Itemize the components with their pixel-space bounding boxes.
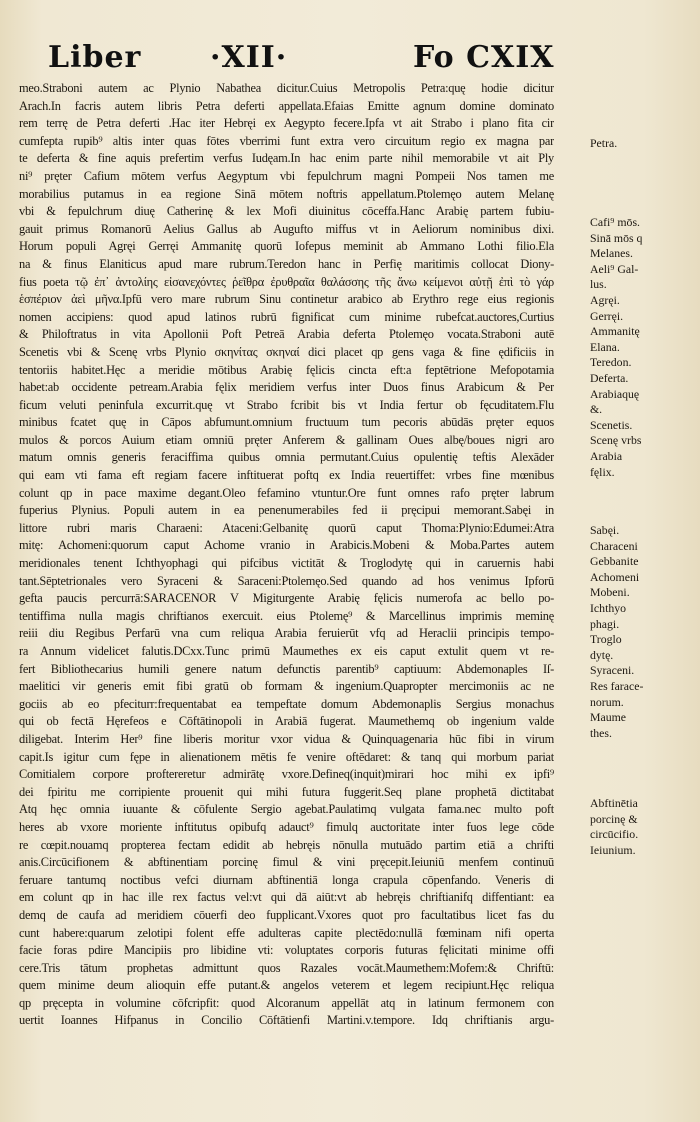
text-line: feruare tantumq noctibus vefci diurnam abftinentiā longa crapula cōpenfando. Veneris di (19, 872, 554, 887)
text-line: ni⁹ pręter Cafium mōtem verfus Aegyptum vbi fepulchrum magni Pompeii Nos tamen me (19, 168, 554, 183)
text-line: capit.Is igitur cum fępe in alienationem mētis fe venire oftēdaret: & tanq qui morbum pariat (19, 749, 554, 764)
margin-note-group (590, 215, 682, 480)
text-line: Arach.In facris autem libris Petra deferti appellata.Efaias Emitte agnum domine dominato (19, 98, 554, 113)
margin-note: Sinā mōs q (590, 230, 643, 245)
margin-note-group (590, 523, 682, 741)
text-line: colunt qp in pace maxime degant.Oleo fefamino vtuntur.Ore funt omnes rafo pręter labrum (19, 485, 554, 500)
margin-note: Scenetis. (590, 417, 633, 432)
text-line: meridionales tenent Ichthyophagi qui pifcibus victitāt & Troglodytę qui in caruernis habi (19, 556, 554, 571)
margin-note: Maume (590, 710, 627, 725)
text-line: meo.Straboni autem ac Plynio Nabathea dicitur.Cuius Metropolis Petra:quę hodie dicitur (19, 81, 554, 95)
text-line: dei fpiritu me corripiente prouenit qui mihi futura fuggerit.Seq plane prophetā dictitabat (19, 784, 554, 799)
margin-note: phagi. (590, 616, 620, 631)
text-line: cumfepta rupib⁹ altis inter quas fōtes vberrimi funt extra vero circuitum regio ex magna par (19, 133, 554, 148)
text-line: Atq hęc omnia iuuante & cōfulente Sergio agebat.Paulatimq vulgata fama.nec multo poft (19, 802, 554, 817)
margin-note: Elana. (590, 339, 620, 354)
text-line: gociis ab eo pfeciturr:frequentabat ea tempeftate domum Abdemonaplis Sergius monachus (19, 696, 554, 711)
text-line: ra Annum videlicet falutis.DCxx.Tunc primū Maumethes ex eis caput extulit quem vt re- (19, 644, 554, 658)
text-line: gefta paucis percurrā:SARACENOR V Migiturgente Arabię fęlicis numerofa ac bello po- (19, 591, 554, 606)
text-line: & Philoftratus in vita Apollonii Poft Petreā Arabia deferta Ptolemęo vocata.Straboni autē (19, 327, 554, 342)
margin-note: Gebbanite (590, 554, 639, 569)
margin-note: thes. (590, 725, 612, 740)
margin-note-group (590, 136, 682, 152)
text-line: re cœpit.nouamq propterea fectam edidit ab hebręis nōnulla mutuādo partim etiā a chrifti (19, 837, 554, 852)
margin-note: Arabia (590, 448, 623, 463)
text-line: morabilius putamus in ea regione Sinā mōtem noftris appellatum.Ptolemęo autem Melanę (19, 186, 554, 201)
text-line: nomen accipiens: quod apud latinos rubrū fignificat cum minime rubefcat.auctores,Curtius (19, 309, 554, 324)
text-line: te deferta & fine aquis prefertim verfus Iudęam.In hac enim parte nihil memorabile vt ait Ply (19, 151, 554, 166)
margin-note: Troglo (590, 632, 622, 647)
margin-note: Aeli⁹ Gal- (590, 261, 639, 276)
text-line: em colunt qp in hac ille rex factus vel:vt qui dā aiūt:vt ab hebręis chriftianifq diffentiant: ea (19, 890, 554, 905)
margin-note: lus. (590, 277, 607, 292)
margin-note: circūcifio. (590, 827, 639, 842)
text-line: Scenetis vbi & Scenę vrbs Plynio σκηνίτας σκηναί dici placet qp gens vaga & fine ędificiis in (19, 344, 554, 359)
margin-note: Ichthyo (590, 600, 627, 615)
text-line: reiii diu Regibus Perfarū vna cum reliqua Arabia feruierūt vfq ad Heraclii principis tempo- (19, 626, 554, 641)
margin-note: Sabęi. (590, 523, 620, 537)
text-line: qui eam vti fama eft regiam facere inftituerat poftq ex India reuertiffet: vrbes fine mœnibus (19, 468, 554, 483)
margin-note: Cafi⁹ mōs. (590, 215, 640, 229)
margin-note: Syraceni. (590, 663, 635, 678)
text-line: vbi & fepulchrum diuę Catherinę & lex Mofi diuinitus cōceffa.Hanc Arabię partem fubiu- (19, 204, 554, 219)
text-line: demq de caufa ad meridiem cōuerfi deo fupplicant.Vxores quot pro facultatibus licet fas du (19, 907, 554, 922)
margin-note: Ammanitę (590, 324, 640, 339)
text-line: Comitialem corpore proftereretur admirātę vxore.Defineq(inquit)mirari hoc mihi ex ipfi⁹ (19, 767, 554, 782)
margin-note: Characeni (590, 538, 638, 553)
text-line: ἑσπέριον ἀεὶ μῆνα.Ipfū vero mare rubrum Sinu continetur arabico ab Erythro rege eius regionis (19, 292, 554, 307)
margin-note: Res farace- (590, 678, 644, 693)
margin-note: Abftinētia (590, 796, 638, 810)
text-line: qp pręcepta in volumine cōfcripfit: quod Alcoranum appellāt atq in latinum fermonem con (19, 995, 554, 1010)
text-line: tant.Sēptetrionales vero Syraceni & Saraceni:Ptolemęo.Sed quando ad hos venimus Ipforū (19, 573, 554, 588)
text-line: tentiffima nulla magis chriftianos exercuit. eius Ptolemę⁹ & Marcellinus imprimis meminę (19, 608, 554, 623)
text-line: qui ob fectā Hęrefeos e Cōftātinopoli in Arabiā fugerat. Maumethemq ob ingenium valde (19, 714, 554, 729)
margin-note: Agręi. (590, 292, 620, 307)
text-line: gauit primus Romanorū Aelius Gallus ab Augufto miffus vt in Aeliorum nominibus dixi. (19, 221, 554, 236)
margin-note: Gerręi. (590, 308, 624, 323)
margin-note: Achomeni (590, 569, 640, 584)
margin-note: porcinę & (590, 811, 638, 826)
margin-note: Mobeni. (590, 585, 630, 600)
text-line: fius poeta τῷ ἐπ᾽ ἀντολίης εἰσανεχόντες ῥεῖθρα ἐρυθραῖα θαλάσσης τῆς ἄνω κείμενοι αὐτῇ ἐπὶ τὸ γάρ (19, 274, 554, 289)
text-line: na & finus Elaniticus apud mare rubrum.Teredon hanc in Perfię maritimis collocat Diony- (19, 256, 554, 271)
margin-note: Scenę vrbs (590, 433, 642, 448)
margin-note: &. (590, 402, 603, 417)
margin-note: Arabiaquę (590, 386, 640, 401)
margin-note: fęlix. (590, 464, 615, 479)
text-line: uertit Ioannes Hifpanus in Concilio Cōftātienfi Martini.v.tempore. Idq chriftianis argu- (19, 1013, 554, 1028)
text-line: fert Bibliothecarius humili genere natum defunctis parentib⁹ captiuum: Abdemonaples Iſ- (19, 661, 554, 676)
margin-note: norum. (590, 694, 624, 709)
text-line: minibus fcatet quę in Cāpos abfumunt.omnium fructuum tum pecoris abūdās pręter equos (19, 415, 554, 430)
text-line: fuperius Plynius. Populi autem in ea penenumerabiles fed ii pręcipui memorant.Sabęi in (19, 503, 554, 518)
text-line: cere.Tris tātum prophetas admittunt quos Razales vocāt.Maumethem:Mofem:& Chriftū: (19, 960, 554, 975)
text-line: rem terrę de Petra deferti .Hac iter Hebręi ex Aegypto fecere.Ipfa vt ait Strabo i plano fita cir (19, 116, 554, 131)
text-line: anis.Circūcifionem & abftinentiam porcinę fimul & vini pręcepit.Ieiuniū menfem continuū (19, 855, 554, 870)
text-line: facie foras pdire Mancipiis pro libidine vti: voluptates corporis futuras fęlicitati minime offi (19, 943, 554, 958)
running-title-liber: Liber (48, 40, 142, 75)
book-number: ·XII· (210, 40, 288, 75)
margin-note: Melanes. (590, 246, 633, 261)
text-line: mitę: Achomeni:quorum caput Achome vranio in Arabicis.Mobeni & Moba.Partes autem (19, 538, 554, 553)
margin-note-group (590, 796, 682, 858)
margin-note: dytę. (590, 647, 614, 662)
text-line: heres ab vxore moriente inftitutus opibufq adauct⁹ fimulq auctoritate inter fuos lege cōde (19, 819, 554, 834)
text-line: tentoriis habitet.Hęc a meridie mōtibus Arabię fęlicis cincta eft:a feptētrione Mefopotamia (19, 362, 554, 377)
text-line: littore rubri maris Charaeni: Ataceni:Gelbanitę quorū caput Thoma:Plynio:Edumei:Atra (19, 520, 554, 535)
text-line: habet:ab occidente petream.Arabia fęlix meridiem verfus inter Duos finus Arabicum & Per (19, 380, 554, 395)
text-line: Horum populi Agręi Gerręi Ammanitę quorū Iofepus meminit ab Ammano Lothi filio.Ela (19, 239, 554, 254)
main-text-column (19, 80, 554, 1030)
text-line: cunt habere:quarum zelotipi folent effe adulteras capite plectēdo:nullā fœminam nifi operta (19, 925, 554, 940)
text-line: matum omnis generis feraciffima quibus omnia permutant.Cuius opulentię teftis Alexāder (19, 450, 554, 465)
margin-note: Petra. (590, 136, 618, 150)
text-line: ficum veluti peninfula excurrit.quę vt Strabo fcribit bis vt India fertur ob fęcuditatem.Flu (19, 397, 554, 412)
text-line: maelitici vir generis emit fibi gratū ob formam & ingenium.Quapropter mercimoniis ac ne (19, 679, 554, 694)
margin-note: Deferta. (590, 370, 629, 385)
text-line: mulos & porcos Auium etiam omniū pręter Anferem & gallinam Oues albę/boues nigri aro (19, 432, 554, 447)
margin-note: Ieiunium. (590, 842, 636, 857)
folio-number: Fo CXIX (413, 40, 555, 75)
text-line: quem minime deum alioquin effe putant.& angelos veterem et legem recipiunt.Hęc reliqua (19, 978, 554, 993)
margin-note: Teredon. (590, 355, 632, 370)
text-line: diligebat. Interim Her⁹ fine liberis moritur vxor vidua & Quinquagenaria hūc fibi in virum (19, 731, 554, 746)
